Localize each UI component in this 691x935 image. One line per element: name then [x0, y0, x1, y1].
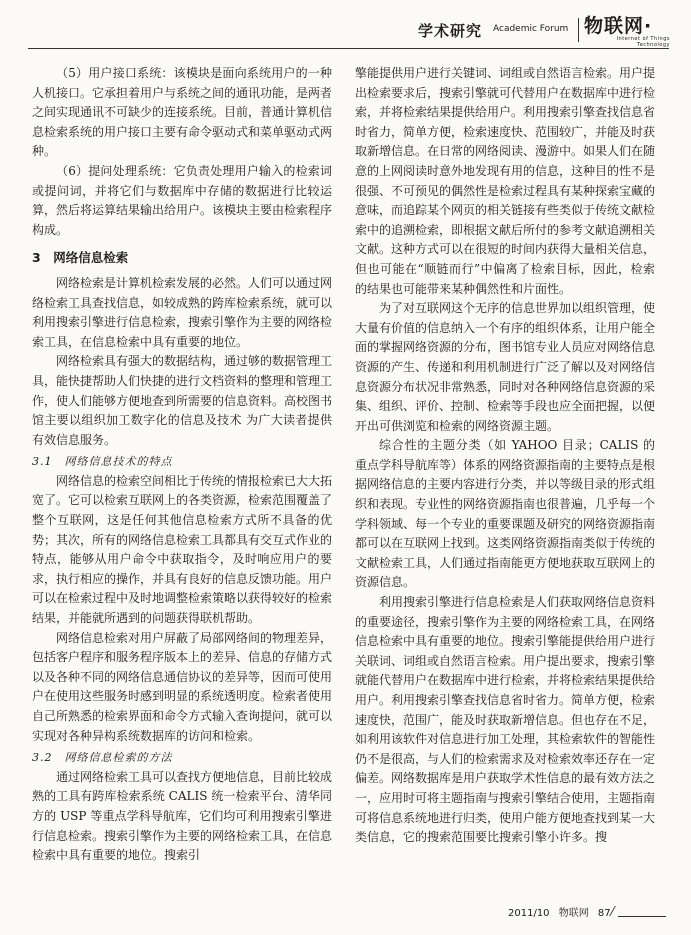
logo-subtitle: Internet of Things Technology [616, 36, 670, 48]
paragraph: 利用搜索引擎进行信息检索是人们获取网络信息资料的重要途径，搜索引擎作为主要的网络检索工具，在网络信息检索中具有重要的地位。搜索引擎能提供给用户进行关联词、词组或自然语言检索。用户提出要求，搜索引擎就能代替用户在数据库中进行检索，并将检索结果提供给用户。利用搜索引擎查找信息省时省力。简单方便，检索速度快，范围广，能及时获取新增信息。但也存在不足，如利用该软件对信息进行加工处理，其检索软件的智能性仍不是很高，与人们的检索需求及对检索效率还存在一定偏差。网络数据库是用户获取学术性信息的最有效方法之一，应用时可将主题指南与搜索引擎结合使用，主题指南可将信息系统地进行归类，使用户能方便地查找到某一大类信息，它的搜索范围要比搜索引擎小许多。搜 [355, 595, 656, 845]
journal-name: 物联网 [558, 908, 589, 919]
paragraph: （5）用户接口系统：该模块是面向系统用户的一种人机接口。它承担着用户与系统之间的通讯功能，是两者之间实现通讯不可缺少的连接系统。目前，普通计算机信息检索系统的用户接口主要有命令驱动式和菜单驱动式两种。 [32, 66, 333, 159]
section-title: 学术研究 [418, 22, 483, 40]
page-footer [508, 904, 611, 919]
paragraph: 网络信息的检索空间相比于传统的情报检索已大大拓宽了。它可以检索互联网上的各类资源，检索范围覆盖了整个互联网，这是任何其他信息检索方式所不具备的优势；其次，所有的网络信息检索工具都具有交互式作业的特点，能够从用户命令中获取指令，及时响应用户的要求，执行相应的操作，并具有良好的信息反馈功能。用户可以在检索过程中及时地调整检索策略以获得较好的检索结果，并能就所遇到的问题获得联机帮助。 [32, 473, 333, 626]
header-divider [578, 18, 579, 42]
right-column [355, 64, 655, 848]
left-column [32, 64, 332, 866]
section-heading: 3 网络信息检索 [32, 250, 129, 266]
paragraph: 综合性的主题分类（如 YAHOO 目录；CALIS 的重点学科导航库等）体系的网络资源指南的主要特点是根据网络信息的主要内容进行分类，并以等级目录的形式组织和表现。专业性的网络资源指南也很普遍，几乎每一个学科领域、每一个专业的重要课题及研究的网络资源指南都可以在互联网上找到。这类网络资源指南类似于传统的文献检索工具，人们通过指南能更方便地获取互联网上的资源信息。 [355, 438, 656, 590]
page-number: 87 [597, 908, 611, 919]
journal-logo [584, 14, 670, 48]
paragraph: 网络检索具有强大的数据结构，通过够的数据管理工具，能快捷帮助人们快捷的进行文档资料的整理和管理工作，使人们能够方便地查到所需要的信息资料。高校图书馆主要以组织加工数字化的信息及技术 为广大读者提供有效信息服务。 [32, 354, 333, 447]
header-rule [28, 48, 669, 49]
page-header [0, 0, 691, 50]
paragraph: 擎能提供用户进行关键词、词组或自然语言检索。用户提出检索要求后，搜索引擎就可代替用户在数据库中进行检索，并将检索结果提供给用户。利用搜索引擎查找信息省时省力，简单方便，检索速度快、范围较广，并能及时获取新增信息。在日常的网络阅读、漫游中。如果人们在随意的上网阅读时意外地发现有用的信息，这种目的性不是很强、不可预见的偶然性是检索过程具有某种探索宝藏的意味，而追踪某个网页的相关链接有些类似于传统文献检索中的追溯检索，即根据文献后所付的参考文献追溯相关文献。这种方式可以在很短的时间内获得大量相关信息，但也可能在“顺链而行”中偏离了检索目标，因此，检索的结果也可能带来某种偶然性和片面性。 [355, 66, 656, 296]
paragraph: 为了对互联网这个无序的信息世界加以组织管理，使大量有价值的信息纳入一个有序的组织体系，让用户能全面的掌握网络资源的分布，图书馆专业人员应对网络信息资源的产生、传递和利用机制进行广泛了解以及对网络信息资源分布状况非常熟悉，同时对各种网络信息资源的采集、组织、评价、控制、检索等手段也应全面把握，以便开出可供浏览和检索的网络资源主题。 [355, 301, 656, 433]
subsection-heading: 3.1 网络信息技术的特点 [32, 455, 173, 469]
section-title-en: Academic Forum [493, 24, 569, 34]
issue-date: 2011/10 [508, 908, 550, 919]
paragraph: 网络信息检索对用户屏蔽了局部网络间的物理差异，包括客户程序和服务程序版本上的差异、信息的存储方式以及各种不同的网络信息通信协议的差异等，因而可使用户在使用这些服务时感到明显的系统透明度。检索者使用自己所熟悉的检索界面和命令方式输入查询提问，就可以实现对各种异构系统数据库的访问和检索。 [32, 630, 333, 743]
subsection-heading: 3.2 网络信息检索的方法 [32, 751, 173, 765]
logo-text: 物联网· [584, 15, 653, 37]
paragraph: 通过网络检索工具可以查找方便地信息，目前比较成熟的工具有跨库检索系统 CALIS 统一检索平台、清华同方的 USP 等重点学科导航库，它们均可利用搜索引擎进行信息检索。搜索引擎作为主要的网络检索工具，在信息检索中具有重要的地位。搜索引 [32, 769, 333, 863]
paragraph: 网络检索是计算机检索发展的必然。人们可以通过网络检索工具查找信息，如较成熟的跨库检索系统，就可以利用搜索引擎进行信息检索，搜索引擎作为主要的网络检索工具，在信息检索中具有重要的地位。 [32, 275, 333, 349]
footer-ornament [618, 906, 666, 917]
paragraph: （6）提问处理系统：它负责处理用户输入的检索词或提问词，并将它们与数据库中存储的数据进行比较运算，然后将运算结果输出给用户。该模块主要由检索程序构成。 [32, 163, 333, 237]
